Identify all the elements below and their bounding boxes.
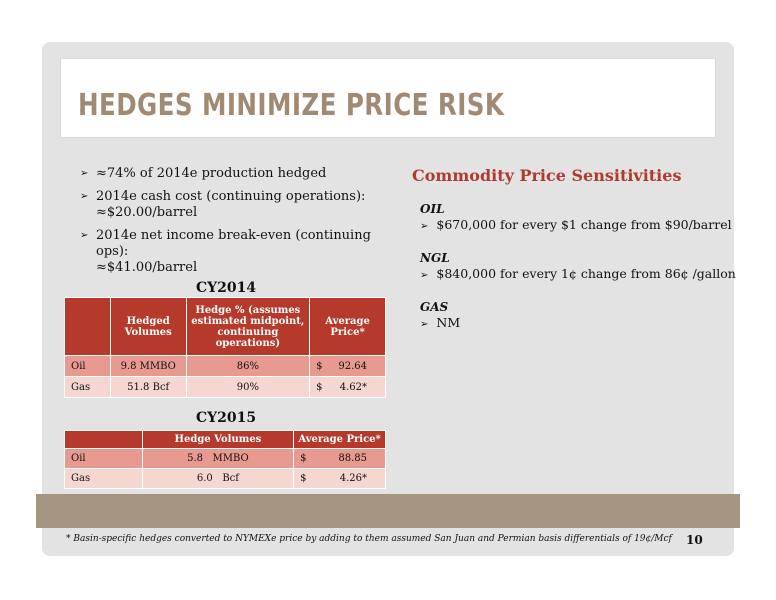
arrow-bullet-icon: ➢ (420, 270, 429, 281)
bullet-item: ➢ ≈74% of 2014e production hedged (80, 166, 327, 181)
bullet-list (80, 166, 400, 283)
table-header: Hedged Volumes (110, 298, 186, 356)
bullet-item: ➢ 2014e cash cost (continuing operations): ≈$20.00/barrel (80, 189, 366, 220)
table-header: Hedge Volumes (142, 431, 293, 449)
oil-sensitivity: ➢ $670,000 for every $1 change from $90/barrel (420, 217, 732, 232)
page-number: 10 (686, 533, 703, 547)
cy2014-title: CY2014 (196, 280, 257, 296)
table-row: Oil 9.8 MMBO 86% $ 92.64 (65, 356, 386, 377)
cy2015-title: CY2015 (196, 410, 257, 426)
arrow-bullet-icon: ➢ (80, 230, 89, 241)
bullet-item: ➢ 2014e net income break-even (continuing ops): ≈$41.00/barrel (80, 228, 371, 275)
table-row: Gas 6.0 Bcf $ 4.26* (65, 469, 386, 489)
arrow-bullet-icon: ➢ (420, 221, 429, 232)
table-row: Oil 5.8 MMBO $ 88.85 (65, 449, 386, 469)
gas-sensitivity: ➢ NM (420, 315, 461, 330)
ngl-label: NGL (420, 251, 450, 265)
gas-label: GAS (420, 300, 449, 314)
table-header: Average Price* (294, 431, 386, 449)
cy2014-table (64, 297, 386, 398)
slide-title: HEDGES MINIMIZE PRICE RISK (78, 88, 505, 123)
table-header: Hedge % (assumes estimated midpoint, continuing operations) (186, 298, 310, 356)
ngl-sensitivity: ➢ $840,000 for every 1¢ change from 86¢ /gallon (420, 266, 736, 281)
arrow-bullet-icon: ➢ (80, 168, 89, 179)
table-header: Average Price* (310, 298, 386, 356)
arrow-bullet-icon: ➢ (420, 319, 429, 330)
footer-bar (36, 494, 740, 528)
oil-label: OIL (420, 202, 445, 216)
sensitivities-title: Commodity Price Sensitivities (412, 166, 682, 185)
footnote: * Basin-specific hedges converted to NYMEXe price by adding to them assumed San Juan and Permian basis differentials of 19¢/Mcf (66, 534, 672, 544)
table-row: Gas 51.8 Bcf 90% $ 4.62* (65, 377, 386, 398)
table-header (65, 431, 143, 449)
arrow-bullet-icon: ➢ (80, 191, 89, 202)
table-header (65, 298, 111, 356)
cy2015-table (64, 430, 386, 489)
